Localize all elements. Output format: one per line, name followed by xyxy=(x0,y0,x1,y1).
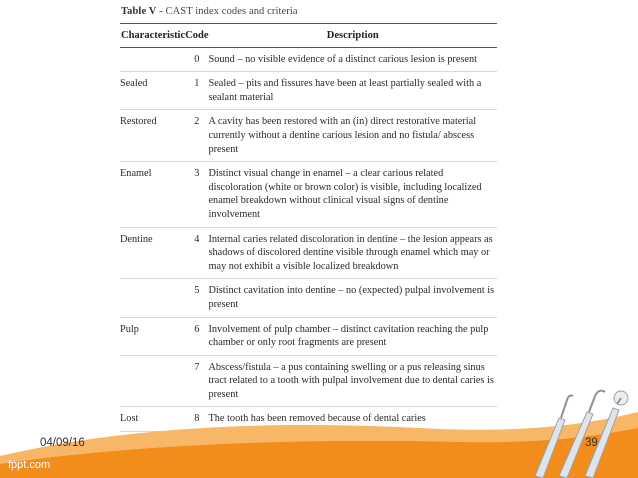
cell-characteristic: Lost xyxy=(120,407,185,432)
cell-description: The tooth has been removed because of dental caries xyxy=(208,407,497,432)
table-row xyxy=(120,227,497,279)
cell-code: 0 xyxy=(185,47,208,72)
table-row xyxy=(120,279,497,317)
table-row xyxy=(120,162,497,227)
cell-characteristic: Pulp xyxy=(120,317,185,355)
cell-characteristic: Dentine xyxy=(120,227,185,279)
slide-date: 04/09/16 xyxy=(40,437,85,449)
brand-watermark: fppt.com xyxy=(8,459,51,471)
cell-code: 3 xyxy=(185,162,208,227)
header-characteristic: Characteristic xyxy=(120,24,185,48)
cell-code: 4 xyxy=(185,227,208,279)
cell-description: Involvement of pulp chamber – distinct cavitation reaching the pulp chamber or only root fragments are present xyxy=(208,317,497,355)
table-title xyxy=(121,6,497,17)
slide-page-number: 39 xyxy=(585,437,598,449)
cast-table-block xyxy=(120,6,497,457)
cell-description: Distinct visual change in enamel – a clear carious related discoloration (white or brown color) is visible, including localized enamel breakdown without clinical visual signs of dentine involvement xyxy=(208,162,497,227)
cell-characteristic xyxy=(120,279,185,317)
cell-code: 5 xyxy=(185,279,208,317)
cell-characteristic xyxy=(120,47,185,72)
table-header-row xyxy=(120,24,497,48)
cell-description: A cavity has been restored with an (in) direct restorative material currently without a dentine carious lesion and no fistula/ abscess present xyxy=(208,110,497,162)
table-title-text: - CAST index codes and criteria xyxy=(156,6,298,17)
cell-description: Distinct cavitation into dentine – no (expected) pulpal involvement is present xyxy=(208,279,497,317)
cell-description: Internal caries related discoloration in dentine – the lesion appears as shadows of discolored dentine visible through enamel which may or may not exhibit a visible localized breakdown xyxy=(208,227,497,279)
cast-table xyxy=(120,23,497,457)
header-description: Description xyxy=(208,24,497,48)
table-row xyxy=(120,110,497,162)
cell-description: Abscess/fistula – a pus containing swelling or a pus releasing sinus tract related to a tooth with pulpal involvement due to dental caries is present xyxy=(208,355,497,407)
cell-code: 1 xyxy=(185,72,208,110)
header-code: Code xyxy=(185,24,208,48)
cell-code: 8 xyxy=(185,407,208,432)
cell-characteristic: Restored xyxy=(120,110,185,162)
cell-description: Sound – no visible evidence of a distinct carious lesion is present xyxy=(208,47,497,72)
table-row xyxy=(120,47,497,72)
cell-characteristic: Enamel xyxy=(120,162,185,227)
table-row xyxy=(120,317,497,355)
cell-description: Sealed – pits and fissures have been at least partially sealed with a sealant material xyxy=(208,72,497,110)
cell-code: 6 xyxy=(185,317,208,355)
dental-tools-icon xyxy=(515,368,638,478)
cell-characteristic: Sealed xyxy=(120,72,185,110)
table-row xyxy=(120,72,497,110)
cell-code: 7 xyxy=(185,355,208,407)
cell-code: 2 xyxy=(185,110,208,162)
table-title-label: Table V xyxy=(121,6,157,17)
